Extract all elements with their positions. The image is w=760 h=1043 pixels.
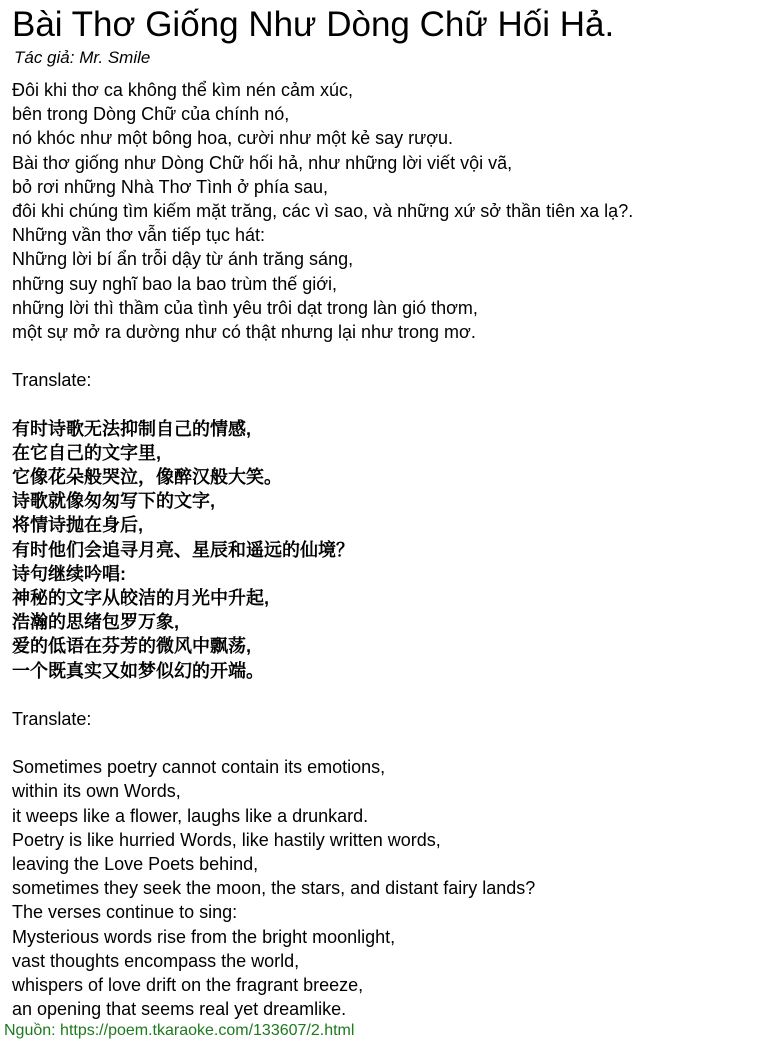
poem-line-en: The verses continue to sing: (12, 902, 238, 923)
poem-line-zh: 将情诗抛在身后, (12, 515, 144, 536)
poem-line-en: leaving the Love Poets behind, (12, 854, 259, 874)
poem-line-en: Sometimes poetry cannot contain its emotions, (12, 757, 386, 778)
poem-title: Bài Thơ Giống Như Dòng Chữ Hối Hả. (12, 5, 615, 44)
poem-line-en: Mysterious words rise from the bright moonlight, (12, 926, 396, 947)
poem-line-zh: 诗歌就像匆匆写下的文字, (12, 491, 215, 512)
poem-line-zh: 浩瀚的思绪包罗万象, (12, 612, 180, 633)
poem-line-en: Poetry is like hurried Words, like hastily written words, (12, 829, 441, 850)
poem-line-vi: bên trong Dòng Chữ của chính nó, (12, 104, 290, 125)
poem-line-en: sometimes they seek the moon, the stars, and distant fairy lands? (12, 878, 536, 899)
poem-line-vi: những lời thì thầm của tình yêu trôi dạt trong làn gió thơm, (12, 297, 478, 318)
poem-line-zh: 神秘的文字从皎洁的月光中升起, (12, 587, 269, 608)
poem-body (12, 78, 633, 1021)
poem-line-vi: đôi khi chúng tìm kiếm mặt trăng, các vì sao, và những xứ sở thần tiên xa lạ?. (12, 200, 634, 221)
author-line: Tác giả: Mr. Smile (14, 48, 151, 67)
chinese-stanza (12, 417, 633, 683)
poem-line-zh: 有时诗歌无法抑制自己的情感, (12, 418, 251, 439)
poem-line-en: it weeps like a flower, laughs like a drunkard. (12, 805, 369, 826)
poem-line-zh: 有时他们会追寻月亮、星辰和遥远的仙境？ (12, 539, 354, 560)
poem-line-zh: 一个既真实又如梦似幻的开端。 (12, 660, 264, 681)
blank-line (12, 392, 633, 416)
blank-line (12, 683, 633, 707)
poem-line-zh: 在它自己的文字里, (12, 442, 162, 463)
poem-line-vi: Những vần thơ vẫn tiếp tục hát: (12, 225, 266, 246)
poem-line-en: within its own Words, (12, 781, 181, 802)
translate-label: Translate: (12, 370, 92, 391)
poem-line-en: vast thoughts encompass the world, (12, 950, 300, 971)
poem-line-zh: 爱的低语在芬芳的微风中飘荡, (12, 636, 251, 657)
poem-line-vi: những suy nghĩ bao la bao trùm thế giới, (12, 273, 338, 294)
poem-line-vi: một sự mở ra dường như có thật nhưng lại như trong mơ. (12, 321, 476, 342)
english-stanza (12, 755, 633, 1021)
poem-line-vi: bỏ rơi những Nhà Thơ Tình ở phía sau, (12, 176, 328, 197)
poem-line-vi: Bài thơ giống như Dòng Chữ hối hả, như những lời viết vội vã, (12, 152, 513, 173)
poem-line-vi: Đôi khi thơ ca không thể kìm nén cảm xúc, (12, 80, 353, 100)
vietnamese-stanza (12, 78, 633, 344)
blank-line (12, 731, 633, 755)
poem-line-zh: 诗句继续吟唱: (12, 563, 126, 584)
poem-line-vi: Những lời bí ẩn trỗi dậy từ ánh trăng sáng, (12, 249, 354, 270)
poem-line-en: an opening that seems real yet dreamlike. (12, 999, 347, 1020)
source-link[interactable]: Nguồn: https://poem.tkaraoke.com/133607/2.html (4, 1022, 355, 1039)
poem-line-vi: nó khóc như một bông hoa, cười như một kẻ say rượu. (12, 128, 454, 149)
blank-line (12, 344, 633, 368)
poem-line-zh: 它像花朵般哭泣，像醉汉般大笑。 (12, 467, 282, 487)
poem-line-en: whispers of love drift on the fragrant breeze, (12, 974, 364, 995)
translate-label: Translate: (12, 708, 92, 729)
